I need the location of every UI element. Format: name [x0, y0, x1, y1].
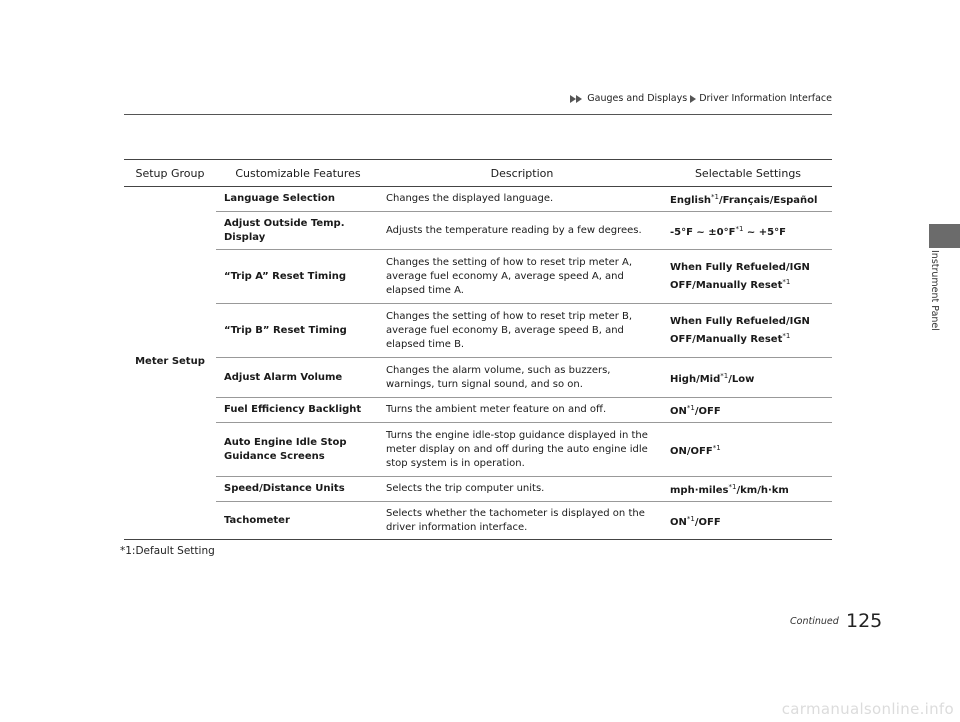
table-header-row	[124, 160, 832, 187]
settings-cell: When Fully Refueled/IGN OFF/Manually Reset$^{*1}$	[664, 250, 832, 304]
page-number: 125	[846, 610, 883, 632]
description-cell: Selects the trip computer units.	[380, 477, 664, 502]
arrow-icon	[690, 95, 696, 103]
header-setup-group: Setup Group	[124, 160, 216, 187]
feature-cell: “Trip B” Reset Timing	[216, 304, 380, 358]
settings-cell: ON$^{*1}$/OFF	[664, 502, 832, 540]
breadcrumb-part-2: Driver Information Interface	[699, 93, 832, 104]
section-tab	[929, 224, 960, 248]
description-cell: Turns the ambient meter feature on and off.	[380, 398, 664, 423]
description-cell: Changes the displayed language.	[380, 187, 664, 212]
table-row	[124, 187, 832, 212]
header-description: Description	[380, 160, 664, 187]
table-row	[124, 358, 832, 398]
table-row	[124, 423, 832, 477]
settings-cell: English$^{*1}$/Français/Español	[664, 187, 832, 212]
description-cell: Changes the setting of how to reset trip meter B, average fuel economy B, average speed B, and elapsed time B.	[380, 304, 664, 358]
header-settings: Selectable Settings	[664, 160, 832, 187]
breadcrumb	[570, 93, 832, 104]
feature-cell: Adjust Alarm Volume	[216, 358, 380, 398]
table-row	[124, 212, 832, 250]
feature-cell: Auto Engine Idle Stop Guidance Screens	[216, 423, 380, 477]
feature-cell: Speed/Distance Units	[216, 477, 380, 502]
breadcrumb-part-1: Gauges and Displays	[587, 93, 688, 104]
settings-cell: When Fully Refueled/IGN OFF/Manually Reset$^{*1}$	[664, 304, 832, 358]
table-row	[124, 502, 832, 540]
watermark: carmanualsonline.info	[781, 700, 954, 718]
feature-cell: Language Selection	[216, 187, 380, 212]
table-row	[124, 398, 832, 423]
setup-group-cell: Meter Setup	[124, 187, 216, 540]
description-cell: Adjusts the temperature reading by a few degrees.	[380, 212, 664, 250]
settings-cell: ON$^{*1}$/OFF	[664, 398, 832, 423]
settings-cell: -5°F ~ $\pm 0^\circ F^{*1}$ ~ +5°F	[664, 212, 832, 250]
table-row	[124, 250, 832, 304]
footnote: *1:Default Setting	[120, 545, 215, 557]
description-cell: Changes the setting of how to reset trip meter A, average fuel economy A, average speed A, and elapsed time A.	[380, 250, 664, 304]
settings-table	[124, 159, 832, 540]
description-cell: Turns the engine idle-stop guidance displayed in the meter display on and off during the auto engine idle stop system is in operation.	[380, 423, 664, 477]
feature-cell: Tachometer	[216, 502, 380, 540]
header-features: Customizable Features	[216, 160, 380, 187]
table-row	[124, 477, 832, 502]
feature-cell: Adjust Outside Temp. Display	[216, 212, 380, 250]
header-rule	[124, 114, 832, 115]
settings-cell: High/Mid$^{*1}$/Low	[664, 358, 832, 398]
double-arrow-icon	[570, 95, 582, 103]
continued-label: Continued	[790, 616, 839, 627]
feature-cell: “Trip A” Reset Timing	[216, 250, 380, 304]
table-row	[124, 304, 832, 358]
description-cell: Selects whether the tachometer is displayed on the driver information interface.	[380, 502, 664, 540]
section-label: Instrument Panel	[929, 250, 940, 331]
feature-cell: Fuel Efficiency Backlight	[216, 398, 380, 423]
description-cell: Changes the alarm volume, such as buzzers, warnings, turn signal sound, and so on.	[380, 358, 664, 398]
settings-cell: ON/OFF$^{*1}$	[664, 423, 832, 477]
settings-cell: mph·miles$^{*1}$/km/h·km	[664, 477, 832, 502]
